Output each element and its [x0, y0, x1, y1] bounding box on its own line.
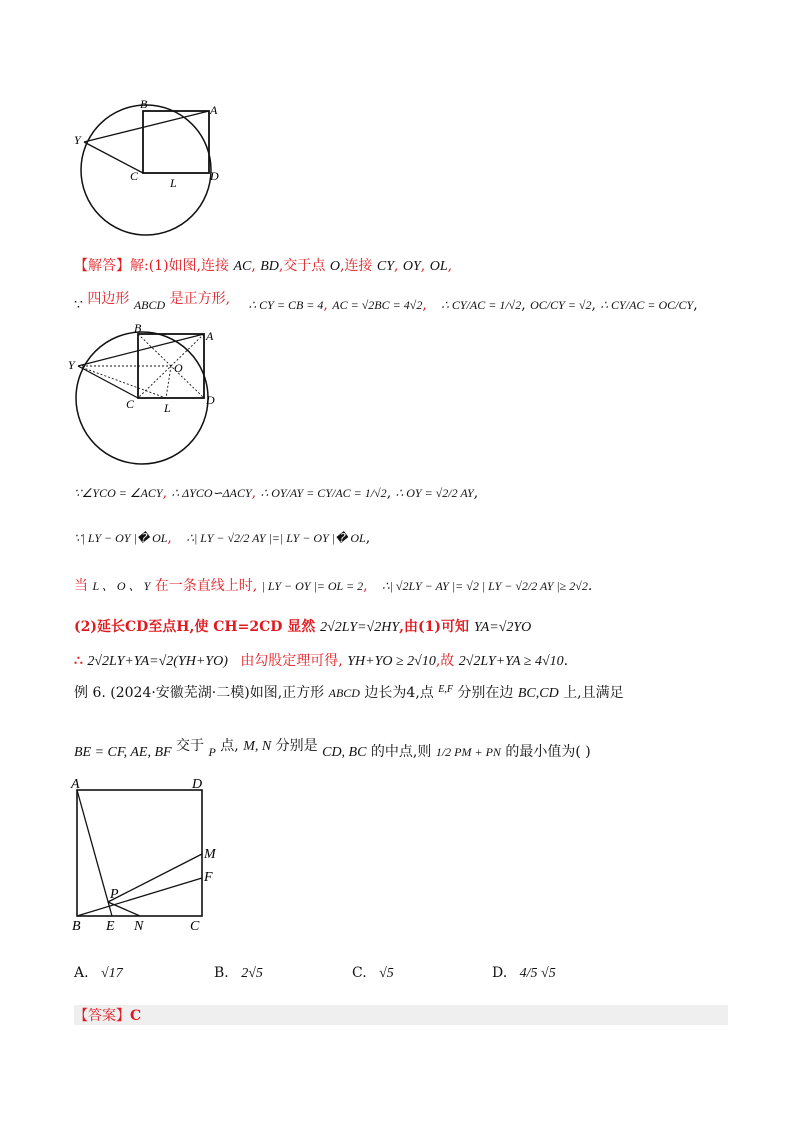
example-ef: E,F [438, 684, 453, 695]
example-expr: 1/2 PM + PN [435, 745, 501, 759]
example-pt: 点, [220, 738, 239, 754]
label-a: A [71, 777, 80, 792]
seg-bd: BD [260, 259, 279, 274]
example-sep: 分别在边 [457, 685, 514, 701]
label-y: Y [74, 133, 81, 147]
example-line-2 [74, 735, 591, 761]
example-cdbc: CD, BC [322, 745, 367, 760]
answer-bar [74, 1005, 728, 1025]
option-c-value: √5 [379, 966, 394, 981]
text-so: ,故 [435, 653, 455, 669]
label-e: E [106, 919, 115, 934]
because-symbol: ∵ [74, 297, 83, 313]
text-square: 四边形 [87, 291, 130, 307]
option-c-letter: C. [352, 965, 367, 981]
point-o: O [329, 259, 340, 274]
example-midpt: 的中点,则 [370, 744, 432, 760]
example-edge: 边长为4,点 [364, 685, 434, 701]
text-intersect: ,交于点 [278, 258, 326, 274]
label-b: B [134, 322, 142, 335]
option-c[interactable] [352, 965, 394, 982]
eq-ac: AC = √2BC = 4√2 [332, 298, 423, 312]
label-b: B [140, 98, 148, 111]
label-a: A [210, 103, 218, 117]
option-b-value: 2√5 [241, 966, 263, 981]
example-ask: 的最小值为( ) [505, 744, 591, 760]
example-bccd: BC,CD [517, 686, 559, 701]
option-b[interactable] [214, 965, 263, 982]
eq-frac1: ∴ CY/AC = 1/√2 [441, 298, 522, 312]
label-b: B [72, 919, 81, 934]
label-a: A [206, 329, 214, 343]
example-cond: BE = CF, AE, BF [74, 745, 172, 760]
option-b-letter: B. [214, 965, 229, 981]
label-d: D [192, 777, 203, 792]
example-abcd: ABCD [328, 686, 360, 700]
eq-cy-cb: ∴ CY = CB = 4 [248, 298, 324, 312]
example-intro: 例 6. (2024·安徽芜湖·二模)如图,正方形 [74, 685, 325, 701]
example-mid: 分别是 [275, 738, 318, 754]
label-c: C [126, 397, 135, 411]
label-d: D [210, 169, 219, 183]
figure-square-example6 [68, 774, 228, 936]
solution-intro: 解:(1)如图,连接 [130, 258, 229, 274]
eq-frac3: ∴ CY/AC = OC/CY [600, 298, 694, 312]
answer-label: 【答案】 [74, 1008, 130, 1024]
solution-line-1: 【解答】解:(1)如图,连接 AC, BD,交于点 O,连接 CY, OY, OL, [74, 258, 453, 274]
eq-ya: YA=√2YO [473, 620, 532, 635]
solution-header: 【解答】 [74, 258, 130, 274]
label-c: C [190, 919, 200, 934]
example-p: P [208, 745, 216, 759]
seg-ac: AC [233, 259, 252, 274]
eq-final: 2√2LY+YA ≥ 4√10 [458, 654, 564, 669]
text-connect: ,连接 [339, 258, 373, 274]
eq-result1: ∴| √2LY − AY |= √2 | LY − √2/2 AY |≥ 2√2 [382, 579, 588, 593]
eq-frac2: OC/CY = √2 [530, 298, 592, 312]
example-intersect: 交于 [176, 738, 205, 754]
text-extend: (2)延长CD至点H,使 CH=2CD 显然 [74, 619, 316, 635]
label-y: Y [68, 358, 75, 372]
abcd-label: ABCD [133, 298, 166, 312]
eq-yh: YH+YO ≥ 2√10 [347, 654, 436, 669]
eq-similar: ∴ ΔYCO∽ΔACY [171, 486, 252, 500]
eq-triangle-ineq: ∵| LY − OY |� OL [74, 531, 168, 545]
solution-line-7 [74, 650, 568, 670]
eq-ol: | LY − OY |= OL = 2 [261, 579, 364, 593]
text-from1: ,由(1)可知 [399, 619, 470, 635]
eq-angle: ∵∠YCO = ∠ACY [74, 486, 163, 500]
solution-line-6 [74, 616, 531, 636]
option-a-value: √17 [101, 966, 123, 981]
option-a-letter: A. [74, 965, 89, 981]
figure-circle-square-1 [72, 98, 222, 238]
option-d-letter: D. [492, 965, 508, 981]
eq-ratio: ∴ OY/AY = CY/AC = 1/√2 [260, 486, 387, 500]
eq-hy: 2√2LY=√2HY [320, 620, 400, 635]
seg-oy: OY [402, 259, 421, 274]
text-pythagoras: 由勾股定理可得, [240, 653, 343, 669]
label-f: F [204, 870, 213, 885]
solution-line-3: ∵∠YCO = ∠ACY, ∴ ΔYCO∽ΔACY, ∴ OY/AY = CY/AC = 1/√2, ∴ OY = √2/2 AY, [74, 485, 479, 501]
option-d[interactable] [492, 965, 556, 982]
eq-oy: ∴ OY = √2/2 AY [395, 486, 474, 500]
label-m: M [204, 847, 216, 862]
label-c: C [130, 169, 139, 183]
solution-line-5: 当 L 、 O 、 Y 在一条直线上时, | LY − OY |= OL = 2, ∴| √2LY − AY |= √2 | LY − √2/2 AY |≥ 2√2. [74, 578, 593, 594]
figure-circle-square-2 [66, 322, 226, 472]
text-is-square: 是正方形, [169, 291, 231, 307]
label-p: P [110, 887, 119, 902]
label-d: D [206, 393, 215, 407]
label-l: L [164, 401, 171, 415]
text-when: 当 [74, 578, 88, 594]
therefore-symbol: ∴ [74, 653, 83, 669]
eq-abs: ∴| LY − √2/2 AY |=| LY − OY |� OL [186, 531, 366, 545]
example-line-1 [74, 682, 624, 702]
eq-sum: 2√2LY+YA=√2(YH+YO) [87, 654, 228, 669]
seg-ol: OL [429, 259, 448, 274]
label-o: O [174, 361, 183, 375]
option-d-value: 4/5 √5 [519, 966, 556, 981]
text-collinear: 在一条直线上时, [154, 578, 258, 594]
example-on: 上,且满足 [563, 685, 624, 701]
option-a[interactable] [74, 965, 123, 982]
solution-line-2: ∵ 四边形 ABCD 是正方形, ∴ CY = CB = 4, AC = √2BC = 4√2, ∴ CY/AC = 1/√2, OC/CY = √2, ∴ CY/AC = OC/CY, [74, 291, 698, 313]
label-l: L [170, 176, 177, 190]
seg-cy: CY [376, 259, 394, 274]
solution-line-4: ∵| LY − OY |� OL, ∴| LY − √2/2 AY |=| LY − OY |� OL, [74, 530, 371, 546]
example-mn: M, N [243, 739, 272, 754]
answer-value: C [130, 1008, 142, 1024]
period: . [563, 653, 569, 669]
label-n: N [134, 919, 144, 934]
points-loy: L 、 O 、 Y [92, 579, 151, 593]
